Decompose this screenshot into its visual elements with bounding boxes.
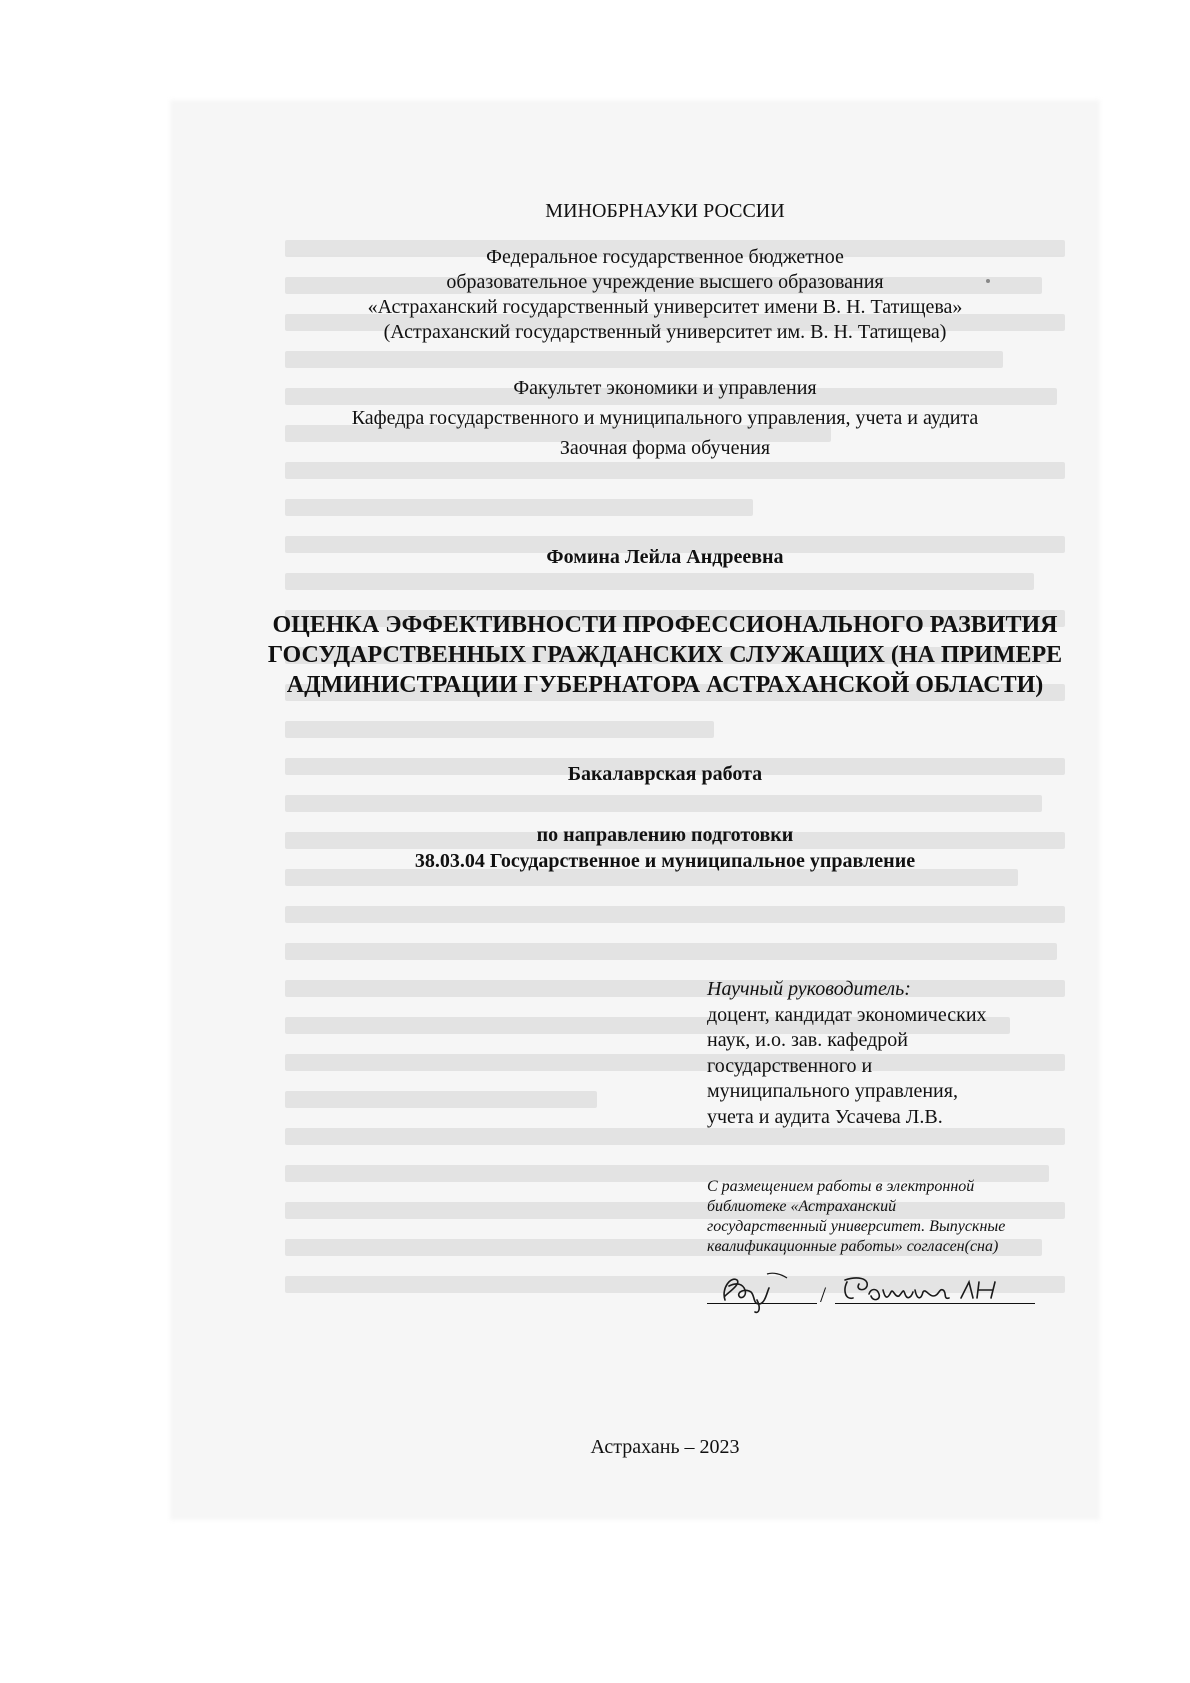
consent-line-3: государственный университет. Выпускные — [707, 1218, 1006, 1235]
faculty-name: Факультет экономики и управления — [513, 377, 817, 399]
consent-line-4: квалификационные работы» согласен(сна) — [707, 1238, 999, 1255]
supervisor-line-1: доцент, кандидат экономических — [707, 1003, 987, 1026]
supervisor-line-5: учета и аудита Усачева Л.В. — [707, 1105, 943, 1128]
institution-line-1: Федеральное государственное бюджетное — [486, 246, 844, 268]
ministry-name: МИНОБРНАУКИ РОССИИ — [545, 200, 785, 222]
signature-separator: / — [820, 1282, 827, 1307]
institution-line-4: (Астраханский государственный университет им. В. Н. Татищева) — [383, 321, 947, 343]
supervisor-line-4: муниципального управления, — [707, 1080, 958, 1102]
supervisor-line-3: государственного и — [707, 1054, 873, 1077]
consent-line-1: С размещением работы в электронной — [707, 1178, 975, 1195]
consent-statement — [707, 1177, 1005, 1257]
study-form: Заочная форма обучения — [559, 437, 771, 459]
direction-label: по направлению подготовки — [536, 824, 794, 846]
direction-value: 38.03.04 Государственное и муниципальное управление — [414, 850, 916, 872]
thesis-title-line-1: ОЦЕНКА ЭФФЕКТИВНОСТИ ПРОФЕССИОНАЛЬНОГО РАЗВИТИЯ — [272, 612, 1058, 638]
department-name: Кафедра государственного и муниципального управления, учета и аудита — [351, 407, 979, 429]
thesis-title-line-3: АДМИНИСТРАЦИИ ГУБЕРНАТОРА АСТРАХАНСКОЙ ОБЛАСТИ) — [286, 672, 1044, 698]
work-type: Бакалаврская работа — [567, 763, 763, 785]
signature-row — [707, 1270, 1037, 1310]
institution-line-2: образовательное учреждение высшего образования — [446, 271, 884, 293]
city-year: Астрахань – 2023 — [590, 1436, 740, 1458]
scan-speck — [986, 279, 990, 283]
handwritten-signature — [707, 1270, 1037, 1314]
consent-line-2: библиотеке «Астраханский — [707, 1198, 897, 1215]
supervisor-block — [707, 977, 987, 1130]
supervisor-role: Научный руководитель: — [707, 978, 911, 1000]
thesis-title-line-2: ГОСУДАРСТВЕННЫХ ГРАЖДАНСКИХ СЛУЖАЩИХ (НА ПРИМЕРЕ — [267, 642, 1063, 668]
supervisor-line-2: наук, и.о. зав. кафедрой — [707, 1029, 908, 1051]
institution-line-3: «Астраханский государственный университет имени В. Н. Татищева» — [367, 296, 963, 318]
author-name: Фомина Лейла Андреевна — [546, 546, 784, 568]
